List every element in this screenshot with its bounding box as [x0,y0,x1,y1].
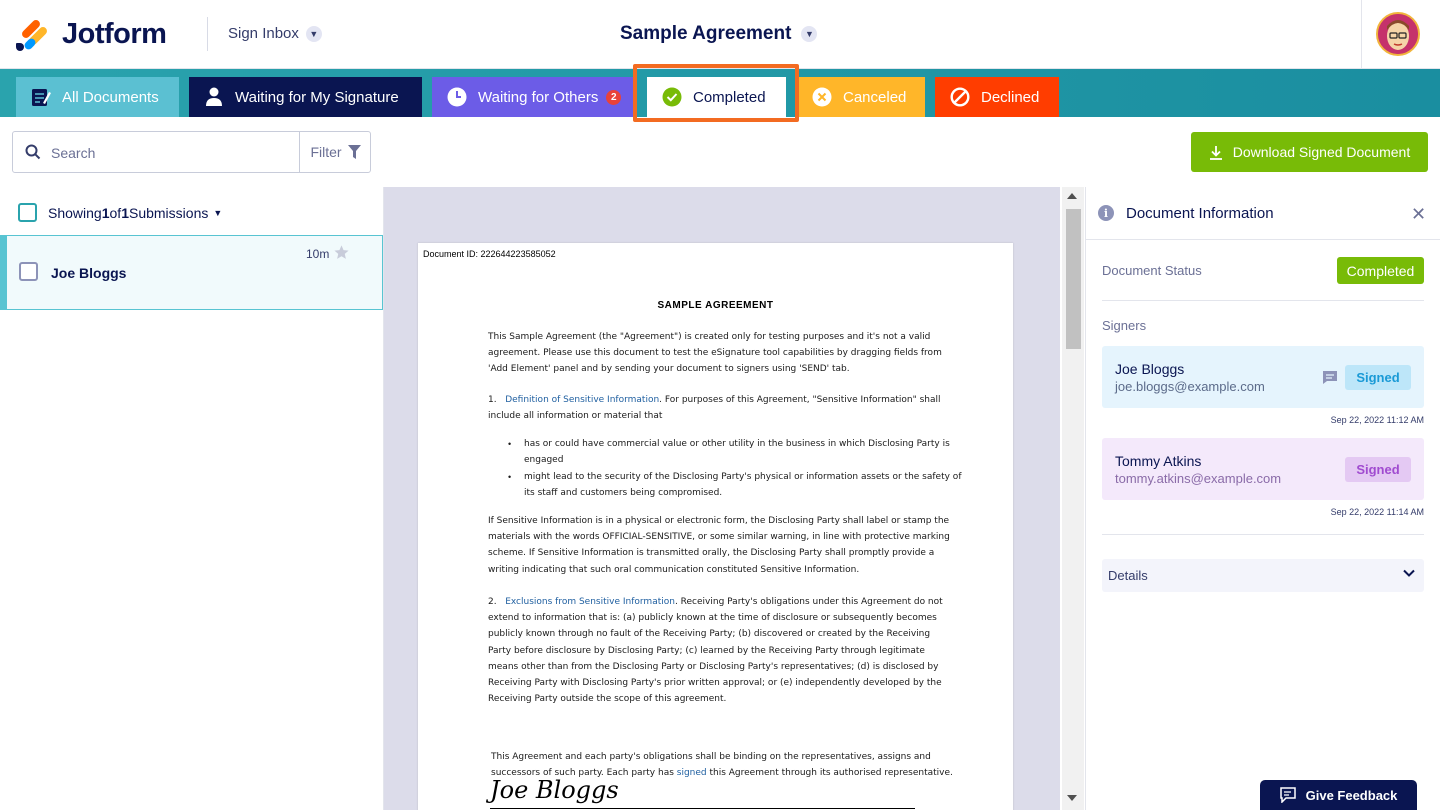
declined-icon [949,86,971,108]
signers-label: Signers [1102,318,1147,333]
tab-all-documents[interactable] [16,77,179,117]
document-id: Document ID: 222644223585052 [423,249,556,259]
details-label: Details [1108,568,1148,583]
signer-card [1102,346,1424,408]
app-header [0,0,1440,69]
viewer-scrollbar[interactable] [1062,187,1084,810]
tab-waiting-for-my-signature[interactable] [189,77,422,117]
submission-time: 10m [306,247,330,261]
chevron-down-icon: ▼ [213,207,223,218]
section-2-heading: Exclusions from Sensitive Information [505,597,675,607]
showing-total: 1 [121,204,129,221]
search-icon [25,144,41,165]
paragraph-2: If Sensitive Information is in a physical or electronic form, the Disclosing Party shall label or stamp the materials with the words OFFICIAL-SENSITIVE, or some similar warning, in line with protective marking scheme. If Sensitive Information is transmitted orally, the Disclosing Party shall promptly provide a writing indicating that such oral communication constituted Sensitive Information. [488,516,950,575]
section-number: 1. [488,395,497,405]
signed-status-badge: Signed [1345,365,1411,390]
tab-label: All Documents [62,88,159,106]
row-checkbox[interactable] [19,262,38,281]
feedback-icon [1280,787,1298,803]
section-number: 2. [488,597,497,607]
sign-inbox-dropdown[interactable] [228,25,322,42]
tab-waiting-for-others[interactable] [432,77,633,117]
agreement-title: SAMPLE AGREEMENT [657,300,774,311]
search-box [12,131,371,173]
signer-email: tommy.atkins@example.com [1115,471,1282,486]
info-icon: i [1098,205,1114,221]
scroll-up-arrow-icon[interactable] [1067,193,1077,199]
section-2-text: . Receiving Party's obligations under this Agreement do not extend to information that is: (a) publicly known at the time of disclosure or subsequently becomes publicly known through no fault of the Receiving Party; (b) discovered or created by the Receiving Party before disclosure by Disclosing Party; (c) learned by the Receiving Party through legitimate means other than from the Disclosing Party or Disclosing Party's representatives; (d) is disclosed by Receiving Party with Disclosing Party's prior written approval; or (e) independently developed by the Receiving Party outside the scope of this agreement. [488,597,943,705]
signer-card [1102,438,1424,500]
documents-icon [30,86,52,108]
document-status-label: Document Status [1102,263,1202,278]
intro-paragraph: This Sample Agreement (the "Agreement") is created only for testing purposes and it's not a valid agreement. Please use this document to test the eSignature tool capabilities by dragging fields from 'Add Element' panel and by sending your document to signers using 'SEND' tab. [488,332,942,375]
signed-link: signed [676,768,707,779]
signature-field[interactable]: Joe Bloggs [490,776,619,804]
tab-label: Declined [981,88,1040,106]
give-feedback-button[interactable] [1260,780,1417,810]
selected-indicator [1,236,7,309]
feedback-label: Give Feedback [1305,787,1398,803]
user-icon [203,86,225,108]
signer-timestamp: Sep 22, 2022 11:12 AM [1330,415,1424,425]
tab-label: Waiting for Others [478,88,599,106]
bullet-marker: • [508,472,512,482]
tab-declined[interactable] [935,77,1059,117]
closing-text-end: this Agreement through its authorised representative. [706,768,953,779]
section-1-heading: Definition of Sensitive Information [505,395,660,405]
tab-label: Completed [693,88,766,106]
bullet-marker: • [508,439,512,449]
filter-label: Filter [310,144,342,160]
list-item[interactable] [0,235,383,310]
count-badge: 2 [606,90,621,105]
download-label: Download Signed Document [1232,144,1411,160]
comment-icon[interactable] [1322,370,1338,390]
showing-count: 1 [101,204,110,221]
divider [1102,534,1424,535]
cancel-circle-icon [811,86,833,108]
chevron-down-icon [1402,566,1416,585]
showing-mid: of [109,204,122,221]
sign-inbox-label: Sign Inbox [228,25,299,42]
showing-prefix: Showing [48,204,102,221]
panel-header [1086,187,1440,240]
document-title: Sample Agreement [620,23,792,44]
divider [1102,300,1424,301]
document-viewer [384,187,1060,810]
select-all-checkbox[interactable] [18,203,37,222]
search-input[interactable] [51,141,301,165]
header-divider [1361,0,1362,69]
close-icon[interactable]: ✕ [1411,204,1427,224]
scroll-down-arrow-icon[interactable] [1067,795,1077,801]
section-1 [488,392,948,424]
document-information-panel [1085,187,1440,810]
tab-label: Waiting for My Signature [235,88,399,106]
chevron-down-icon: ▼ [801,26,817,42]
signer-email: joe.bloggs@example.com [1115,379,1265,394]
completed-tab-highlight [633,64,799,122]
submissions-count-dropdown[interactable] [18,203,222,222]
panel-title: Document Information [1126,205,1274,222]
closing-text: This Agreement and each party's obligations shall be binding on the representatives, assigns and successors of such party. Each party has [491,752,931,779]
chevron-down-icon: ▼ [306,26,322,42]
bullet-item-1: has or could have commercial value or other utility in the business in which Disclosing Party is engaged [524,439,950,466]
signature-line [490,808,915,809]
star-icon[interactable] [333,244,350,266]
clock-icon [446,86,468,108]
tab-label: Canceled [843,88,907,106]
showing-suffix: Submissions [128,204,209,221]
download-icon [1209,145,1223,160]
signer-timestamp: Sep 22, 2022 11:14 AM [1330,507,1424,517]
jotform-logo[interactable] [18,17,166,51]
status-badge: Completed [1337,257,1424,284]
filter-icon [348,145,361,159]
header-divider [207,17,208,51]
scroll-thumb[interactable] [1066,209,1081,349]
submissions-list [0,187,384,810]
jotform-logo-icon [18,17,50,51]
signer-name: Tommy Atkins [1115,453,1202,469]
details-accordion[interactable] [1102,559,1424,592]
document-title-dropdown[interactable] [620,23,817,45]
document-page [418,243,1013,810]
user-avatar[interactable] [1376,12,1420,56]
section-1-text: . For purposes of this Agreement, "Sensitive Information" shall include all information or material that [488,395,941,422]
bullet-item-2: might lead to the security of the Disclosing Party's physical or information assets or the safety of its staff and customers being compromised. [524,472,962,499]
signed-status-badge: Signed [1345,457,1411,482]
section-2 [488,594,953,707]
submission-name: Joe Bloggs [51,265,127,281]
logo-text: Jotform [62,17,167,50]
signer-name: Joe Bloggs [1115,361,1185,377]
download-signed-document-button[interactable] [1191,132,1428,172]
tab-canceled[interactable] [797,77,925,117]
filter-button[interactable] [299,132,371,172]
